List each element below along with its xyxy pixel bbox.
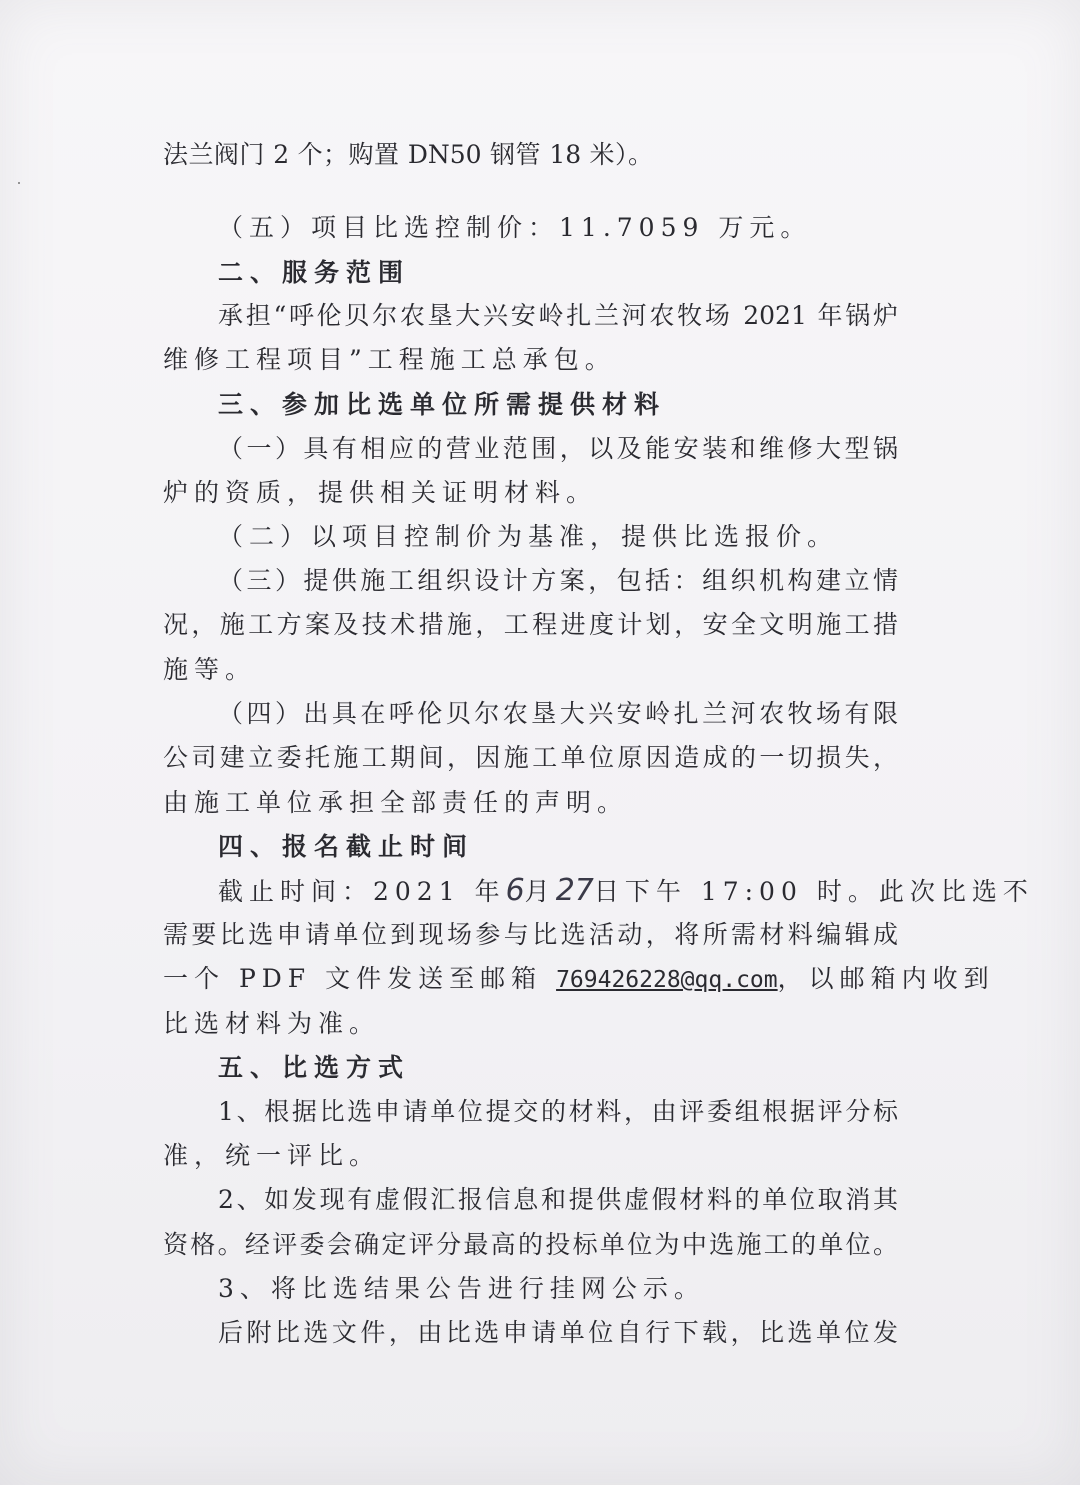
handwritten-day: 27 xyxy=(555,873,594,908)
text-line: （一）具有相应的营业范围，以及能安装和维修大型锅 xyxy=(218,434,898,463)
text-line: 比选材料为准。 xyxy=(163,1009,381,1038)
email-suffix: ，以邮箱内收到 xyxy=(777,964,995,993)
email-line xyxy=(163,962,995,997)
scan-speck xyxy=(18,182,20,184)
text-line: 后附比选文件，由比选申请单位自行下载，比选单位发 xyxy=(218,1318,898,1347)
handwritten-month: 6 xyxy=(505,873,525,908)
deadline-suffix: 日下午 17:00 时。此次比选不 xyxy=(593,877,1034,906)
text-line: 准，统一评比。 xyxy=(163,1141,381,1170)
text-line: 炉的资质，提供相关证明材料。 xyxy=(163,478,598,507)
text-line: 公司建立委托施工期间，因施工单位原因造成的一切损失， xyxy=(163,743,898,772)
text-line: 2、如发现有虚假汇报信息和提供虚假材料的单位取消其 xyxy=(218,1185,898,1214)
deadline-prefix: 截止时间：2021 年 xyxy=(218,877,506,906)
text-line: （四）出具在呼伦贝尔农垦大兴安岭扎兰河农牧场有限 xyxy=(218,699,898,728)
text-line: 法兰阀门 2 个；购置 DN50 钢管 18 米）。 xyxy=(163,140,653,169)
text-line: 3、将比选结果公告进行挂网公示。 xyxy=(218,1274,705,1303)
text-line: 维修工程项目”工程施工总承包。 xyxy=(163,345,616,374)
text-line: 1、根据比选申请单位提交的材料，由评委组根据评分标 xyxy=(218,1097,898,1126)
text-line: （二）以项目控制价为基准，提供比选报价。 xyxy=(218,522,839,551)
section-heading: 四、报名截止时间 xyxy=(218,832,475,861)
email-link[interactable]: 769426228@qq.com xyxy=(556,967,778,993)
deadline-month-unit: 月 xyxy=(524,877,556,906)
text-line: （三）提供施工组织设计方案，包括：组织机构建立情 xyxy=(218,566,898,595)
text-line: （五）项目比选控制价：11.7059 万元。 xyxy=(218,213,812,242)
deadline-line xyxy=(218,873,1034,909)
section-heading: 三、参加比选单位所需提供材料 xyxy=(218,390,667,419)
text-line: 承担“呼伦贝尔农垦大兴安岭扎兰河农牧场 2021 年锅炉 xyxy=(218,301,898,330)
text-line: 由施工单位承担全部责任的声明。 xyxy=(163,788,629,817)
text-line: 需要比选申请单位到现场参与比选活动，将所需材料编辑成 xyxy=(163,920,898,949)
text-line: 施等。 xyxy=(163,655,257,684)
text-line: 况，施工方案及技术措施，工程进度计划，安全文明施工措 xyxy=(163,610,898,639)
section-heading: 五、比选方式 xyxy=(218,1053,411,1082)
text-line: 资格。经评委会确定评分最高的投标单位为中选施工的单位。 xyxy=(163,1230,898,1259)
email-prefix: 一个 PDF 文件发送至邮箱 xyxy=(163,964,543,993)
section-heading: 二、服务范围 xyxy=(218,258,411,287)
